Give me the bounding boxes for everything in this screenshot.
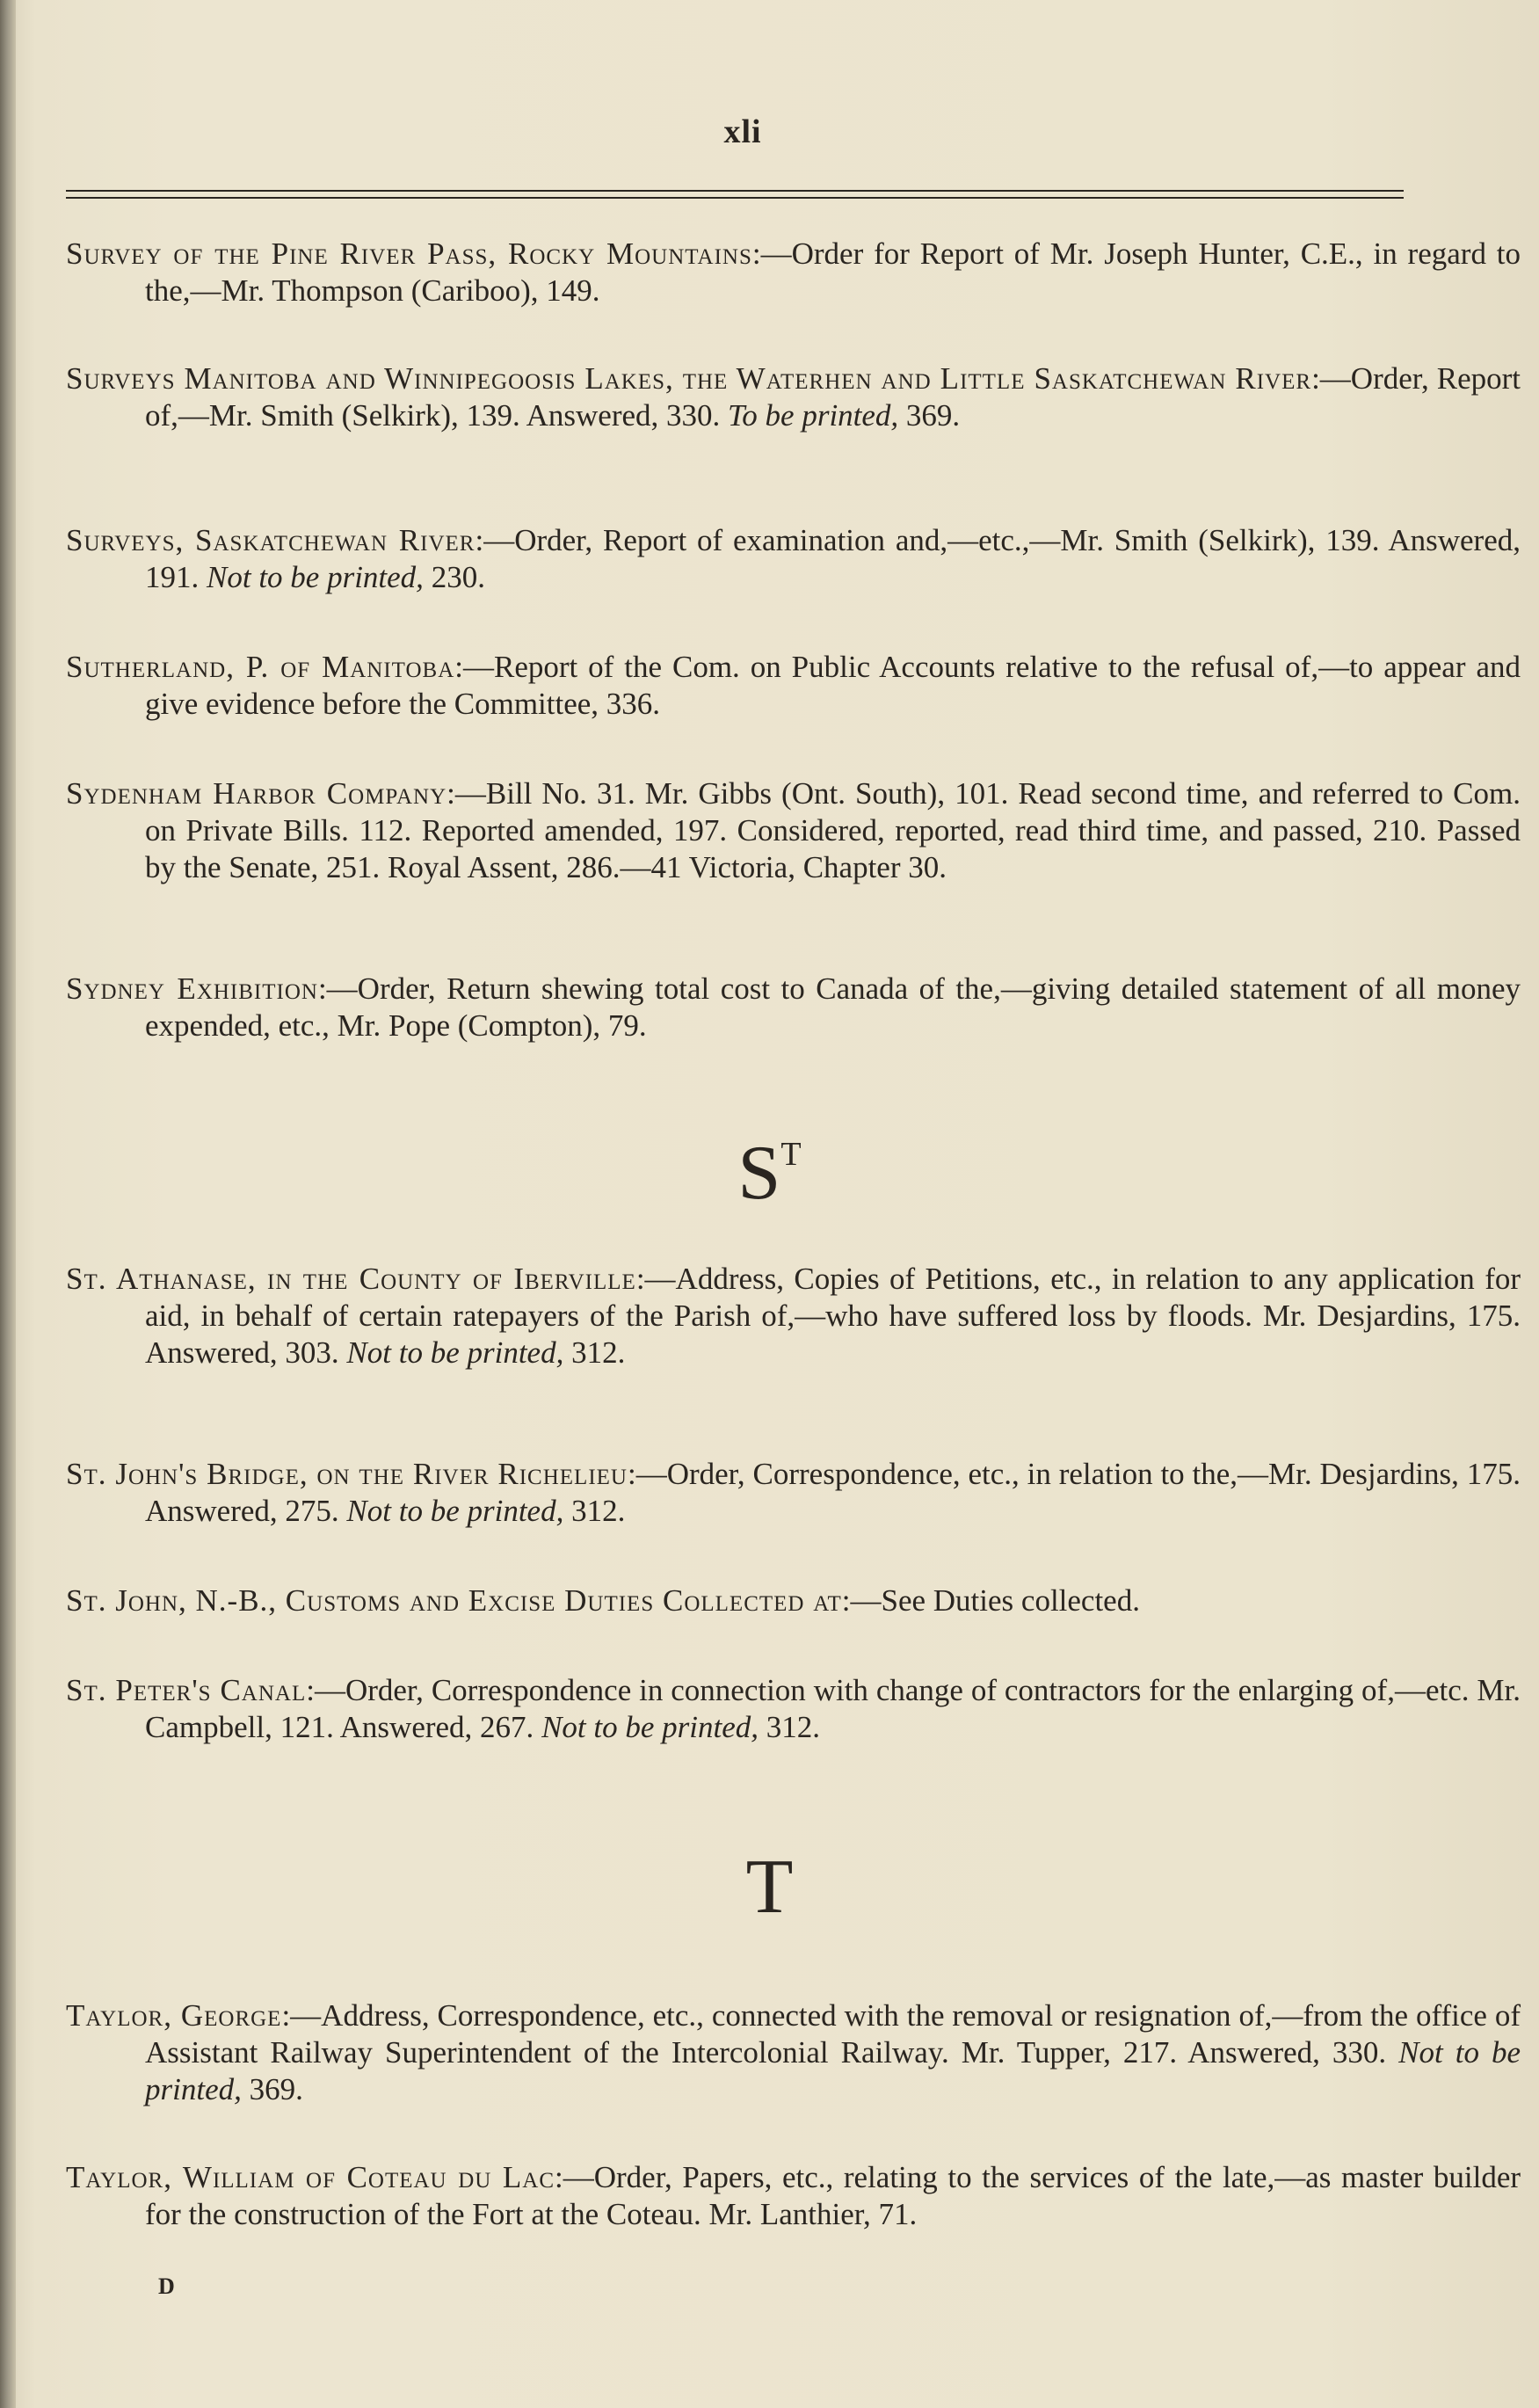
entry-text: :—Bill No. 31. Mr. Gibbs (Ont. South), 101. Read second time, and referred to Com. on Private Bills. 112. Reported amended, 197. Considered, reported, read third time, and passed, 210. Passed by the Senate, 251. Royal Assent, 286.—41 Victoria, Chapter 30. [145,776,1521,884]
page-number: xli [723,113,762,150]
index-entry [66,1456,1521,1530]
entry-text: :—Order, Return shewing total cost to Canada of the,—giving detailed statement of all money expended, etc., Mr. Pope (Compton), 79. [145,971,1521,1043]
section-letter: T [745,1844,794,1930]
entry-print-status: To be printed, [728,398,899,433]
index-entry [66,522,1521,596]
index-entry [66,236,1521,309]
entry-print-status: Not to be printed, [346,1335,564,1370]
index-entry [66,971,1521,1044]
entry-heading: Taylor, William of Coteau du Lac [66,2160,555,2194]
entry-text: :—Order, Correspondence in connection with change of contractors for the enlarging of,—etc. Mr. Campbell, 121. Answered, 267. [145,1673,1521,1744]
entry-page-ref: 369. [905,398,961,433]
entry-text: :—Order, Correspondence, etc., in relation to the,—Mr. Desjardins, 175. Answered, 275. [145,1457,1521,1528]
entry-heading: Surveys, Saskatchewan River [66,523,475,557]
entry-heading: Taylor, George [66,1998,282,2033]
index-entry [66,1582,1521,1619]
entry-heading: Surveys Manitoba and Winnipegoosis Lakes, the Waterhen and Little Saskatchewan River [66,361,1312,396]
entry-heading: St. Peter's Canal [66,1673,307,1707]
entry-page-ref: 312. [766,1710,820,1744]
section-letter: S [737,1131,781,1216]
entry-print-status: Not to be printed, [346,1494,564,1528]
entry-print-status: Not to be printed, [541,1710,759,1744]
index-entry [66,1672,1521,1746]
entry-page-ref: 230. [431,560,485,594]
index-entry [66,2159,1521,2233]
entry-heading: Sydney Exhibition [66,971,318,1006]
entry-heading: Sydenham Harbor Company [66,776,447,811]
index-entry [66,649,1521,723]
entry-page-ref: 312. [571,1494,626,1528]
entry-heading: St. John's Bridge, on the River Richelieu [66,1457,628,1491]
entry-text: :—Order, Report of,—Mr. Smith (Selkirk), 139. Answered, 330. [145,361,1521,433]
header-rule-top [66,190,1404,192]
index-entry [66,1997,1521,2108]
entry-text: :—Report of the Com. on Public Accounts relative to the refusal of,—to appear and give evidence before the Committee, 336. [145,650,1521,721]
entry-heading: St. Athanase, in the County of Iberville [66,1262,636,1296]
entry-heading: Sutherland, P. of Manitoba [66,650,455,684]
index-entry [66,775,1521,886]
entry-print-status: Not to be printed, [207,560,424,594]
entry-text: :—Order for Report of Mr. Joseph Hunter, C.E., in regard to the,—Mr. Thompson (Cariboo), 149. [145,236,1521,308]
section-letter-superscript: T [780,1136,802,1173]
index-entry [66,360,1521,434]
entry-text: :—Address, Correspondence, etc., connected with the removal or resignation of,—from the office of Assistant Railway Superintendent of the Intercolonial Railway. Mr. Tupper, 217. Answered, 330. [145,1998,1521,2070]
header-rule-bottom [66,197,1404,199]
entry-text: :—Order, Papers, etc., relating to the services of the late,—as master builder for the construction of the Fort at the Coteau. Mr. Lanthier, 71. [145,2160,1521,2231]
index-entry [66,1261,1521,1371]
signature-mark: D [158,2273,175,2299]
entry-heading: Survey of the Pine River Pass, Rocky Mountains [66,236,752,271]
entry-heading: St. John, N.-B., Customs and Excise Duties Collected at [66,1583,842,1618]
entry-print-status: Not to be printed, [145,2035,1521,2106]
section-letter-st [0,1115,1539,1216]
entry-text: :—Address, Copies of Petitions, etc., in relation to any application for aid, in behalf of certain ratepayers of the Parish of,—who have suffered loss by floods. Mr. Desjardins, 175. Answered, 303. [145,1262,1521,1370]
entry-page-ref: 312. [571,1335,626,1370]
entry-text: :—See Duties collected. [841,1583,1140,1618]
entry-page-ref: 369. [249,2072,303,2106]
entry-text: :—Order, Report of examination and,—etc.,—Mr. Smith (Selkirk), 139. Answered, 191. [145,523,1521,594]
section-letter-t [0,1844,1539,1930]
